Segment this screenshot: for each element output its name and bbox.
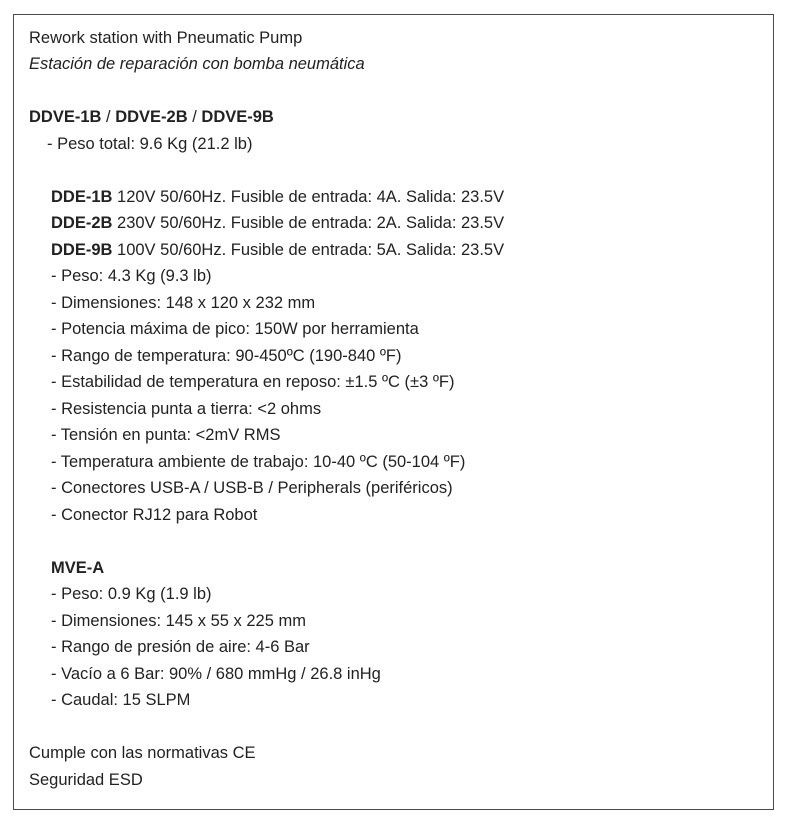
control-unit-spec: - Resistencia punta a tierra: <2 ohms	[51, 400, 322, 418]
station-total-weight: - Peso total: 9.6 Kg (21.2 lb)	[47, 135, 253, 153]
control-unit-spec: - Tensión en punta: <2mV RMS	[51, 426, 281, 444]
control-unit-variant	[51, 240, 504, 260]
pump-spec: - Peso: 0.9 Kg (1.9 lb)	[51, 585, 212, 603]
variant-description: 100V 50/60Hz. Fusible de entrada: 5A. Salida: 23.5V	[112, 241, 505, 259]
pump-spec: - Dimensiones: 145 x 55 x 225 mm	[51, 612, 306, 630]
title-spanish: Estación de reparación con bomba neumática	[29, 55, 365, 73]
control-unit-spec: - Potencia máxima de pico: 150W por herramienta	[51, 320, 419, 338]
compliance-note: Cumple con las normativas CE	[29, 744, 256, 762]
model-separator: /	[101, 108, 116, 126]
variant-model: DDE-2B	[51, 214, 113, 232]
control-unit-variant	[51, 213, 504, 233]
station-model-2: DDVE-2B	[115, 108, 188, 126]
control-unit-spec: - Temperatura ambiente de trabajo: 10-40 ºC (50-104 ºF)	[51, 453, 466, 471]
variant-description: 120V 50/60Hz. Fusible de entrada: 4A. Salida: 23.5V	[112, 188, 505, 206]
variant-description: 230V 50/60Hz. Fusible de entrada: 2A. Salida: 23.5V	[112, 214, 505, 232]
control-unit-spec: - Conector RJ12 para Robot	[51, 506, 258, 524]
safety-note: Seguridad ESD	[29, 771, 143, 789]
model-separator: /	[187, 108, 202, 126]
pump-spec: - Caudal: 15 SLPM	[51, 691, 191, 709]
control-unit-variant	[51, 187, 504, 207]
control-unit-spec: - Peso: 4.3 Kg (9.3 lb)	[51, 267, 212, 285]
station-models-line	[29, 107, 274, 127]
variant-model: DDE-9B	[51, 241, 113, 259]
control-unit-spec: - Rango de temperatura: 90-450ºC (190-840 ºF)	[51, 347, 402, 365]
variant-model: DDE-1B	[51, 188, 113, 206]
title-english: Rework station with Pneumatic Pump	[29, 29, 303, 47]
pump-spec: - Rango de presión de aire: 4-6 Bar	[51, 638, 310, 656]
control-unit-spec: - Dimensiones: 148 x 120 x 232 mm	[51, 294, 316, 312]
pump-model-heading: MVE-A	[51, 559, 105, 577]
station-model-1: DDVE-1B	[29, 108, 102, 126]
control-unit-spec: - Conectores USB-A / USB-B / Peripherals (periféricos)	[51, 479, 453, 497]
station-model-3: DDVE-9B	[201, 108, 274, 126]
pump-spec: - Vacío a 6 Bar: 90% / 680 mmHg / 26.8 inHg	[51, 665, 381, 683]
control-unit-spec: - Estabilidad de temperatura en reposo: ±1.5 ºC (±3 ºF)	[51, 373, 455, 391]
